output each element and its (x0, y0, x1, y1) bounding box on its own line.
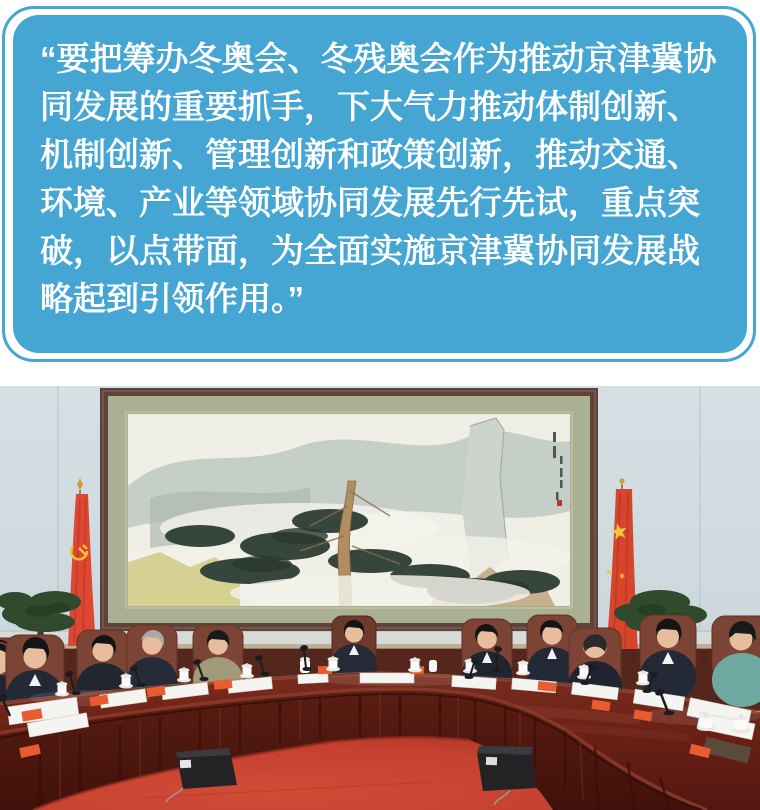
quote-text: “要把筹办冬奥会、冬残奥会作为推动京津冀协同发展的重要抓手，下大气力推动体制创新、机制创新、管理创新和政策创新，推动交通、环境、产业等领域协同发展先行先试，重点突破，以点带面，为全面实施京津冀协同发展战略起到引领作用。” (40, 40, 717, 317)
landscape-painting (100, 388, 598, 631)
meeting-photo (0, 386, 760, 810)
official (712, 616, 760, 707)
flag-finial-icon (619, 478, 624, 483)
quote-card (13, 15, 747, 353)
